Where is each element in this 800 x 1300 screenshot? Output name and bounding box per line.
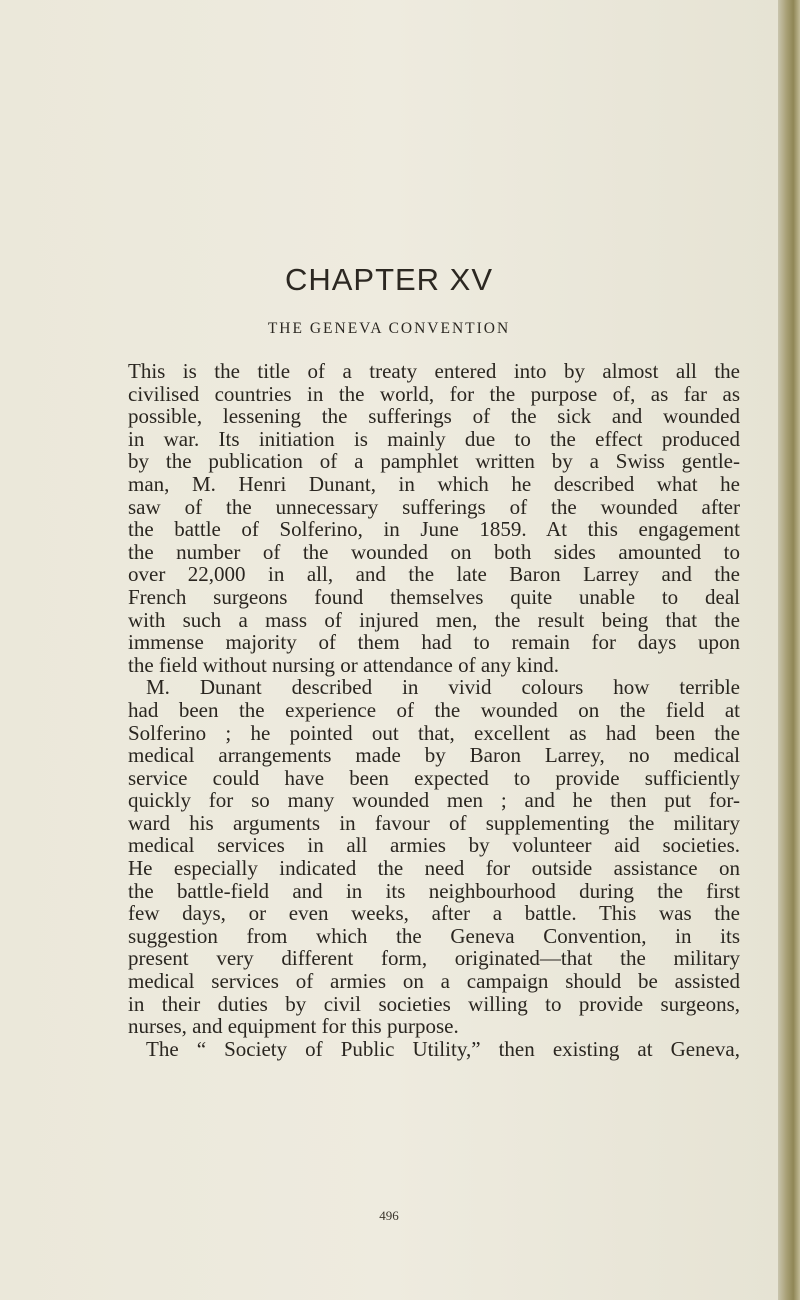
text-line: in their duties by civil societies willing to provide surgeons, (128, 991, 740, 1016)
text-line: quickly for so many wounded men ; and he then put for- (128, 788, 740, 813)
text-line: man, M. Henri Dunant, in which he described what he (128, 471, 740, 496)
text-line: the number of the wounded on both sides amounted to (128, 539, 740, 564)
text-line: ward his arguments in favour of supplementing the military (128, 810, 740, 835)
text-line: immense majority of them had to remain for days upon (128, 630, 740, 655)
text-line: the field without nursing or attendance of any kind. (128, 652, 559, 677)
text-line: medical services of armies on a campaign should be assisted (128, 969, 740, 994)
text-line: saw of the unnecessary sufferings of the wounded after (128, 494, 740, 519)
text-line: with such a mass of injured men, the result being that the (128, 607, 740, 632)
text-line: the battle-field and in its neighbourhood during the first (128, 878, 740, 903)
text-line: nurses, and equipment for this purpose. (128, 1014, 459, 1039)
text-line: French surgeons found themselves quite unable to deal (128, 584, 740, 609)
text-line: present very different form, originated—that the military (128, 946, 740, 971)
text-line: over 22,000 in all, and the late Baron Larrey and the (128, 562, 740, 587)
text-line: possible, lessening the sufferings of the sick and wounded (128, 404, 740, 429)
section-title: THE GENEVA CONVENTION (267, 320, 511, 337)
text-line: few days, or even weeks, after a battle. This was the (128, 901, 740, 926)
text-line: by the publication of a pamphlet written by a Swiss gentle- (128, 449, 740, 474)
chapter-title: CHAPTER XV (284, 262, 494, 297)
text-line: the battle of Solferino, in June 1859. At this engagement (128, 517, 740, 542)
text-line: He especially indicated the need for outside assistance on (128, 856, 740, 881)
page-edge-shadow (778, 0, 800, 1300)
text-line: M. Dunant described in vivid colours how terrible (146, 675, 740, 700)
text-line: civilised countries in the world, for the purpose of, as far as (128, 381, 740, 406)
text-line: medical arrangements made by Baron Larrey, no medical (128, 743, 740, 768)
text-line: had been the experience of the wounded on the field at (128, 697, 740, 722)
text-line: service could have been expected to provide sufficiently (128, 765, 740, 790)
text-line: suggestion from which the Geneva Convention, in its (128, 923, 740, 948)
text-line: Solferino ; he pointed out that, excellent as had been the (128, 720, 740, 745)
text-line: This is the title of a treaty entered into by almost all the (128, 359, 740, 383)
text-line: in war. Its initiation is mainly due to the effect produced (128, 426, 740, 451)
body-text (128, 360, 740, 1060)
text-line: medical services in all armies by volunteer aid societies. (128, 833, 740, 858)
text-line: The “ Society of Public Utility,” then existing at Geneva, (146, 1036, 740, 1061)
page-number: 496 (379, 1208, 399, 1223)
